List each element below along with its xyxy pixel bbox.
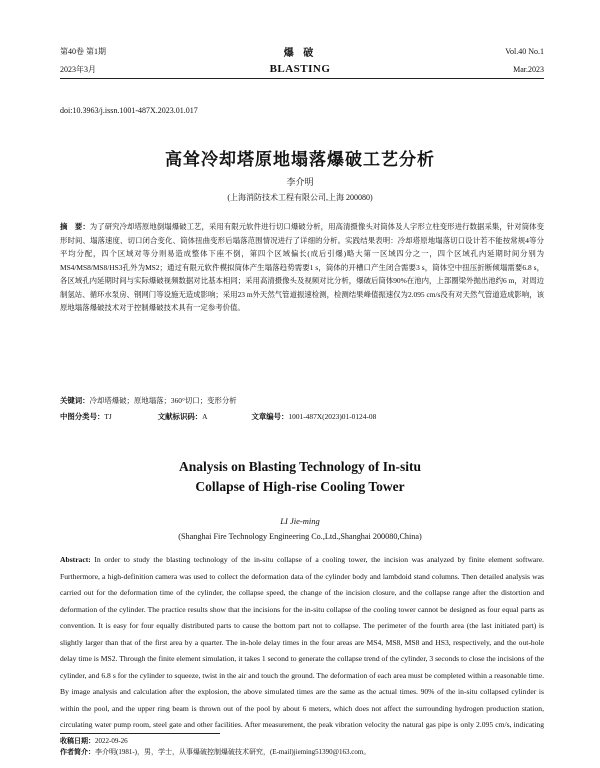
- doc-code-value: A: [202, 412, 208, 421]
- received-label: 收稿日期：: [60, 737, 95, 745]
- author-cn: 李介明: [286, 177, 314, 187]
- footnote-author: [60, 747, 544, 757]
- received-value: 2022-09-26: [95, 737, 128, 745]
- author-bio-label: 作者简介：: [60, 748, 95, 756]
- article-id-value: 1001-487X(2023)01-0124-08: [288, 412, 377, 421]
- abstract-en-label: Abstract:: [60, 555, 91, 564]
- classification-line: [60, 410, 544, 424]
- journal-name-en: BLASTING: [269, 63, 331, 75]
- abstract-cn-text: 为了研究冷却塔原地倒塌爆破工艺，采用有限元软件进行切口爆破分析，用高清摄像头对筒体及人字形立柱变形进行数据采集，针对筒体变形时间、塌落速度、切口闭合变化、筒体扭曲变形后塌落范围情况进行了详细的分析。实践结果表明：冷却塔原地塌落切口设计若不能按常规4等分平均分配，四个区域对等分则易造成整体下座不倒，第四个区域偏长(成后引爆)略大第一区域四分之一，四个区域孔内延期时间分别为MS4/MS8/MS8/HS3孔外为MS2；通过有限元软件模拟筒体产生塌落趋势需要1 s，筒体的开槽口产生闭合需要3 s，筒体空中扭压折断倾塌需要6.8 s，各区域孔内延期时间与实际爆破视频数据对比基本相同；采用高清摄像头及视频对比分析，爆破后筒体90%在池内，上部圈梁外抛出池约6 m，对周边制氢站、循环水泵房、钢网门等设施无造成影响；采用23 m外天然气管道振速检测，检测结果峰值振速仅为2.095 cm/s没有对天然气管道造成影响，该原地塌落爆破技术对于控制爆破技术具有一定参考价值。: [60, 222, 544, 312]
- journal-name-cn: 爆 破: [283, 48, 317, 59]
- clc-label: 中图分类号：: [60, 412, 105, 421]
- title-en-line1: Analysis on Blasting Technology of In-situ: [179, 459, 421, 474]
- clc-value: TJ: [104, 412, 112, 421]
- doi: doi:10.3963/j.issn.1001-487X.2023.01.017: [60, 106, 198, 115]
- affiliation-cn: (上海消防技术工程有限公司,上海 200080): [227, 193, 373, 202]
- footnote-received: [60, 736, 128, 746]
- affiliation-en: (Shanghai Fire Technology Engineering Co.,Ltd.,Shanghai 200080,China): [178, 532, 422, 541]
- title-en-line2: Collapse of High-rise Cooling Tower: [195, 479, 405, 494]
- title-cn: 高耸冷却塔原地塌落爆破工艺分析: [165, 150, 435, 170]
- abstract-en-text: In order to study the blasting technology of the in-situ collapse of a cooling tower, the incision was analyzed by finite element software. Furthermore, a high-definition camera was used to collect the deformation data of the cylinder body and lambdoid stand columns. Then detailed analysis was carried out for the deformation time of the cylinder, the collapse speed, the change of the incision closure, and the collapse range after the distortion and deformation of the cylinder. The practice results show that the incisions for the in-situ collapse of the cooling tower cannot be designed as four equal parts as convention. It is easy for four equally distributed parts to cause the bottom part not to collapse. The perimeter of the fourth area (the last initiated part) is slightly larger than that of the first area by a quarter. The in-hole delay times in the four areas are MS4, MS8, MS8 and HS3, respectively, and the out-hole delay time is MS2. Through the finite element simulation, it takes 1 second to generate the collapse trend of the cylinder, 3 seconds to close the incisions of the cylinder, and 6.8 s for the cylinder to squeeze, twist in the air and touch the ground. The deformation of each area must be completed within a reasonable time. By image analysis and calculation after the explosion, the above simulated times are the same as the actual times. 90% of the in-situ collapsed cylinder is within the pool, and the upper ring beam is thrown out of the pool by about 6 meters, which does not affect the surrounding hydrogen production station, circulating water pump room, steel gate and other facilities. After measurement, the peak vibration velocity the natural gas pipe is only 2.095 cm/s, indicating: [60, 555, 544, 729]
- header-left-date: 2023年3月: [60, 65, 96, 74]
- header-right-date: Mar.2023: [513, 65, 544, 74]
- keywords-cn-label: 关键词：: [60, 396, 90, 405]
- abstract-en: [60, 552, 544, 730]
- keywords-cn: [60, 394, 544, 408]
- article-id-label: 文章编号：: [251, 412, 289, 421]
- keywords-cn-text: 冷却塔爆破；原地塌落；360°切口；变形分析: [89, 396, 237, 405]
- doc-code-label: 文献标识码：: [157, 412, 203, 421]
- author-bio-value: 李介明(1981-)，男，学士，从事爆破控制爆破技术研究，(E-mail)jieming51390@163.com。: [95, 748, 371, 756]
- abstract-cn: [60, 220, 544, 315]
- header-left-volume: 第40卷 第1期: [60, 47, 106, 56]
- abstract-cn-label: 摘 要：: [60, 222, 90, 231]
- footnote-rule: [60, 733, 220, 734]
- header-rule: [60, 78, 544, 79]
- author-en: LI Jie-ming: [280, 516, 320, 526]
- header-right-volume: Vol.40 No.1: [505, 47, 544, 56]
